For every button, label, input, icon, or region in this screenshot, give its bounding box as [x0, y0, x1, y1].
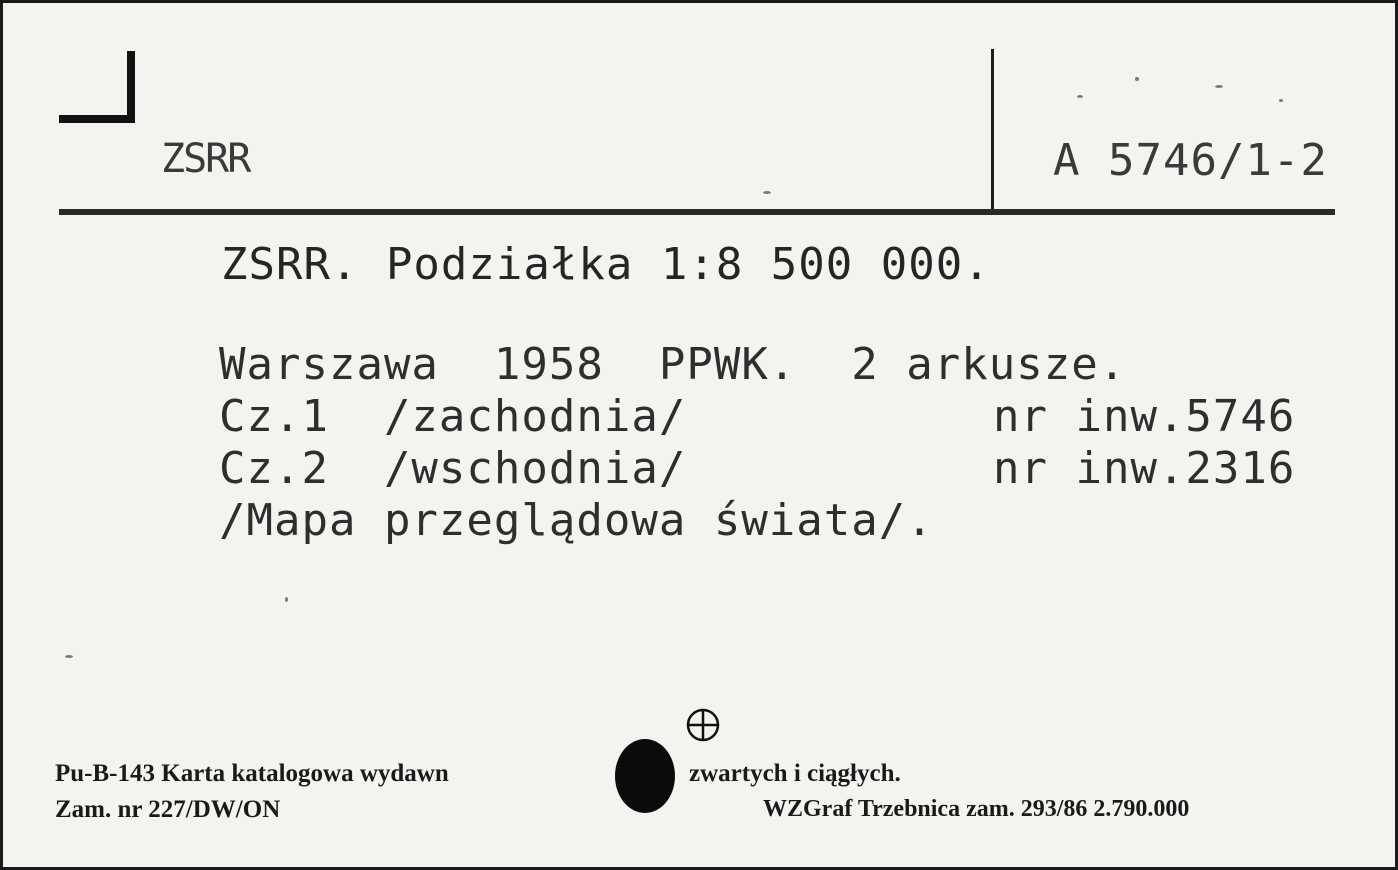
footer-form-line: Pu-B-143 Karta katalogowa wydawn	[55, 760, 449, 787]
part-1-line: Cz.1 /zachodnia/	[219, 391, 687, 442]
dust-speck	[285, 597, 288, 602]
footer-form-line-continued: zwartych i ciągłych.	[689, 760, 901, 787]
dust-speck	[1077, 95, 1083, 98]
header-horizontal-rule	[59, 209, 1335, 215]
entry-title: ZSRR. Podziałka 1:8 500 000.	[221, 239, 991, 290]
publication-line: Warszawa 1958 PPWK. 2 arkusze.	[219, 339, 1127, 390]
dust-speck	[1135, 77, 1139, 81]
subject-heading: ZSRR	[161, 136, 250, 182]
inventory-number-2: nr inw.2316	[993, 443, 1296, 494]
part-2-line: Cz.2 /wschodnia/	[219, 443, 687, 494]
header-vertical-rule	[991, 49, 994, 215]
dust-speck	[65, 655, 73, 658]
call-number: A 5746/1-2	[1053, 135, 1328, 186]
crosshair-icon	[685, 707, 721, 743]
dust-speck	[763, 191, 771, 194]
series-note: /Mapa przeglądowa świata/.	[219, 495, 934, 546]
dust-speck	[1279, 99, 1283, 102]
corner-bracket-mark	[59, 51, 135, 123]
footer-printer-imprint: WZGraf Trzebnica zam. 293/86 2.790.000	[763, 796, 1190, 822]
inventory-number-1: nr inw.5746	[993, 391, 1296, 442]
dust-speck	[1215, 85, 1223, 88]
footer-order-number: Zam. nr 227/DW/ON	[55, 796, 281, 823]
punch-hole	[615, 739, 675, 813]
